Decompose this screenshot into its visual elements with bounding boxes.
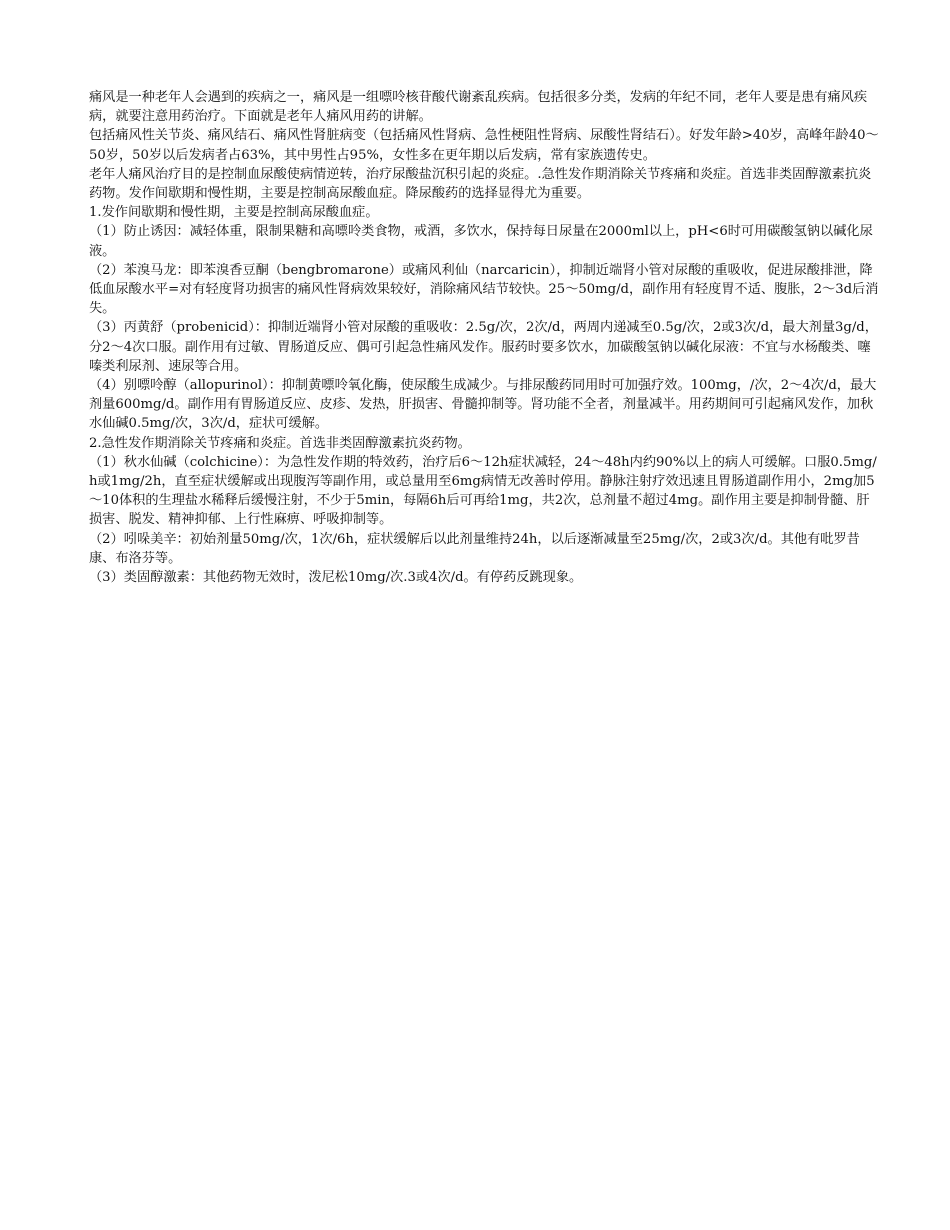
section-heading-acute: 2.急性发作期消除关节疼痛和炎症。首选非类固醇激素抗炎药物。 xyxy=(89,435,471,451)
paragraph-prevention: （1）防止诱因：减轻体重，限制果糖和高嘌呤类食物，戒酒，多饮水，保持每日尿量在2000ml以上，pH<6时可用碳酸氢钠以碱化尿液。 xyxy=(89,224,873,259)
document-body xyxy=(89,88,879,587)
paragraph-intro: 痛风是一种老年人会遇到的疾病之一，痛风是一组嘌呤核苷酸代谢紊乱疾病。包括很多分类，发病的年纪不同，老年人要是患有痛风疾病，就要注意用药治疗。下面就是老年人痛风用药的讲解。 xyxy=(89,90,868,125)
section-heading-chronic: 1.发作间歇期和慢性期，主要是控制高尿酸血症。 xyxy=(89,205,379,221)
paragraph-colchicine: （1）秋水仙碱（colchicine）：为急性发作期的特效药，治疗后6～12h症状减轻，24～48h内约90%以上的病人可缓解。口服0.5mg/h或1mg/2h，直至症状缓解或出现腹泻等副作用，或总量用至6mg病情无改善时停用。静脉注射疗效迅速且胃肠道副作用小，2mg加5～10体积的生理盐水稀释后缓慢注射，不少于5min，每隔6h后可再给1mg，共2次，总剂量不超过4mg。副作用主要是抑制骨髓、肝损害、脱发、精神抑郁、上行性麻痹、呼吸抑制等。 xyxy=(89,454,877,528)
paragraph-steroids: （3）类固醇激素：其他药物无效时，泼尼松10mg/次.3或4次/d。有停药反跳现象。 xyxy=(89,570,583,586)
paragraph-benzbromarone: （2）苯溴马龙：即苯溴香豆酮（bengbromarone）或痛风利仙（narcaricin），抑制近端肾小管对尿酸的重吸收，促进尿酸排泄，降低血尿酸水平=对有轻度肾功损害的痛风性肾病效果较好，消除痛风结节较快。25～50mg/d，副作用有轻度胃不适、腹胀，2～3d后消失。 xyxy=(89,262,879,317)
paragraph-treatment-goal: 老年人痛风治疗目的是控制血尿酸使病情逆转，治疗尿酸盐沉积引起的炎症。.急性发作期消除关节疼痛和炎症。首选非类固醇激素抗炎药物。发作间歇期和慢性期，主要是控制高尿酸血症。降尿酸药的选择显得尤为重要。 xyxy=(89,166,872,202)
paragraph-indomethacin: （2）吲哚美辛：初始剂量50mg/次，1次/6h，症状缓解后以此剂量维持24h，以后逐渐减量至25mg/次，2或3次/d。其他有吡罗昔康、布洛芬等。 xyxy=(89,531,860,566)
paragraph-classification: 包括痛风性关节炎、痛风结石、痛风性肾脏病变（包括痛风性肾病、急性梗阻性肾病、尿酸性肾结石）。好发年龄>40岁，高峰年龄40～50岁，50岁以后发病者占63%，其中男性占95%，女性多在更年期以后发病，常有家族遗传史。 xyxy=(89,128,879,163)
paragraph-allopurinol: （4）别嘌呤醇（allopurinol）：抑制黄嘌呤氧化酶，使尿酸生成减少。与排尿酸药同用时可加强疗效。100mg，/次，2～4次/d，最大剂量600mg/d。副作用有胃肠道反应、皮疹、发热，肝损害、骨髓抑制等。肾功能不全者，剂量减半。用药期间可引起痛风发作，加秋水仙碱0.5mg/次，3次/d，症状可缓解。 xyxy=(89,378,877,432)
paragraph-probenecid: （3）丙黄舒（probenicid）：抑制近端肾小管对尿酸的重吸收：2.5g/次，2次/d，两周内递减至0.5g/次，2或3次/d，最大剂量3g/d，分2～4次口服。副作用有过敏、胃肠道反应、偶可引起急性痛风发作。服药时要多饮水，加碳酸氢钠以碱化尿液：不宜与水杨酸类、噻嗪类利尿剂、速尿等合用。 xyxy=(89,320,878,374)
